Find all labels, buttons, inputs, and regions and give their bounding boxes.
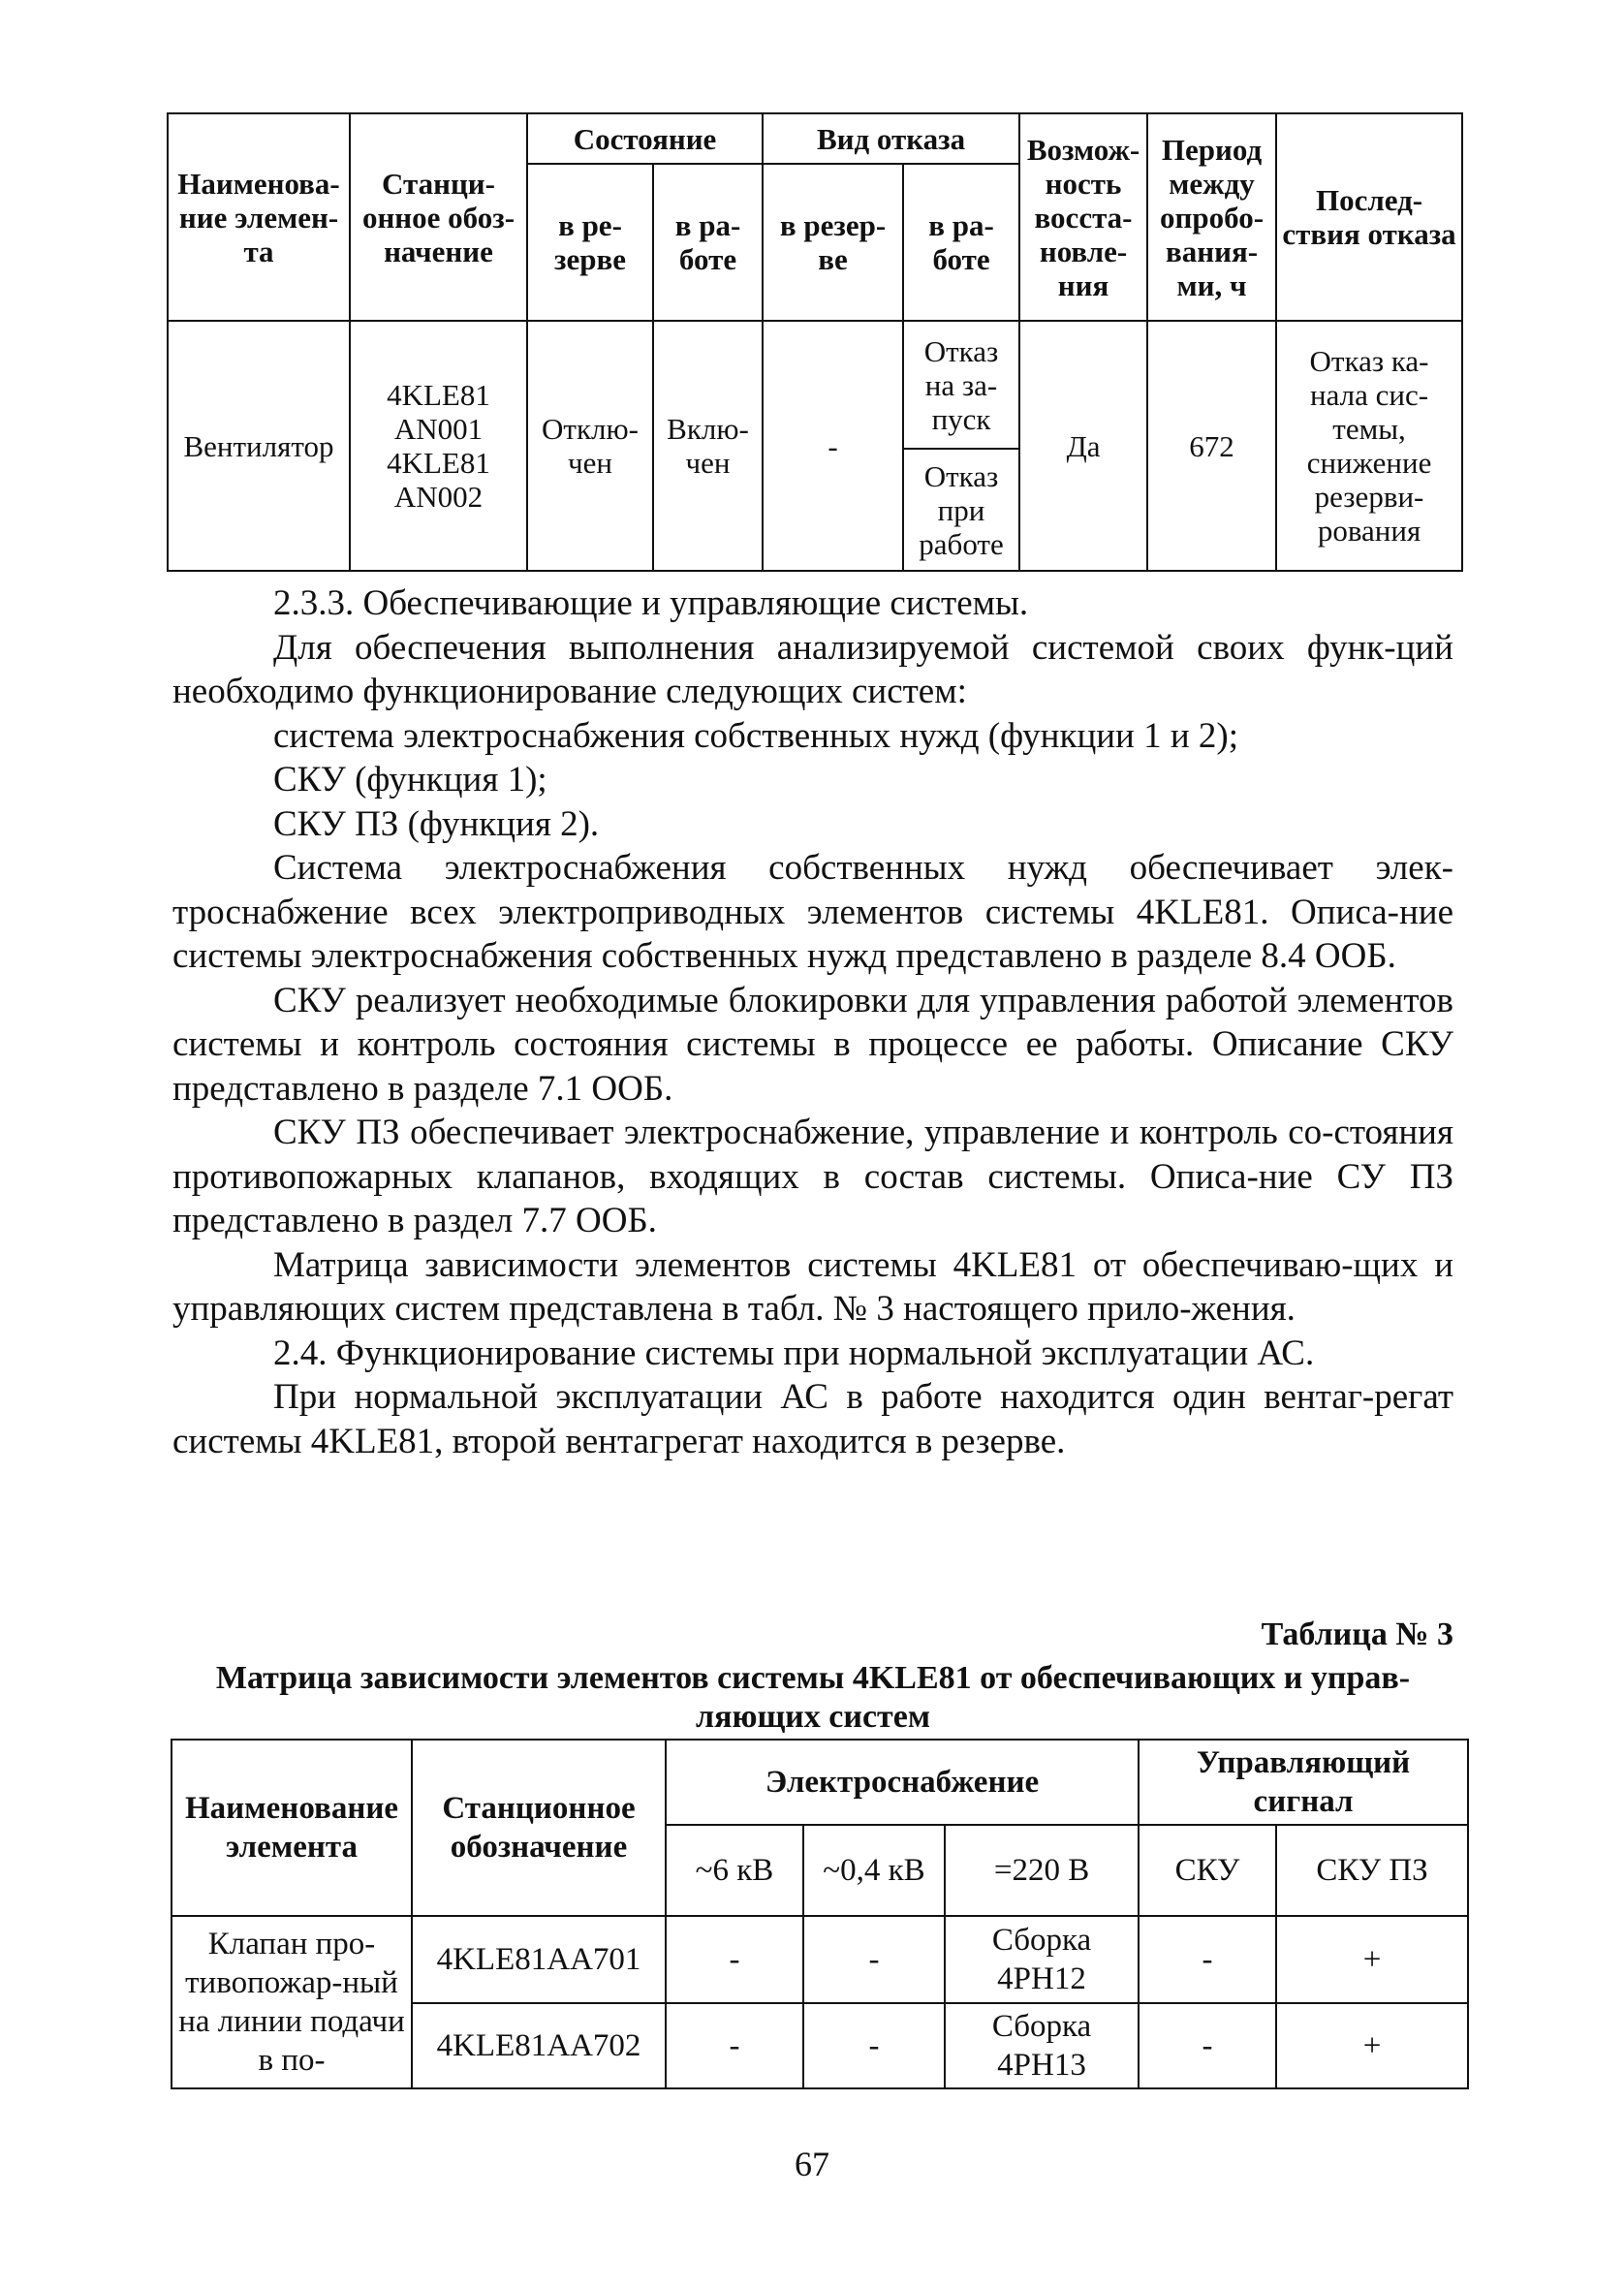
list-item-sku-pz: СКУ ПЗ (функция 2).	[273, 803, 600, 844]
header-220v: =220 В	[945, 1825, 1139, 1916]
cell-04kv: -	[803, 2003, 945, 2088]
cell-station: 4KLE81AA702	[412, 2003, 666, 2088]
cell-station: 4KLE81 AN001 4KLE81 AN002	[350, 321, 527, 571]
cell-sku-pz: +	[1276, 2003, 1468, 2088]
header-name: Наименова-ние элемен-та	[168, 113, 350, 321]
page-number: 67	[795, 2145, 829, 2183]
cell-element-group: Клапан про-тивопожар-ный на линии подачи в по-	[172, 1916, 412, 2088]
cell-sku-pz: +	[1276, 1916, 1468, 2003]
header-failure-work: в ра-боте	[903, 164, 1019, 321]
header-6kv: ~6 кВ	[666, 1825, 803, 1916]
header-04kv: ~0,4 кВ	[803, 1825, 945, 1916]
header-station: Станци-онное обоз-начение	[350, 113, 527, 321]
dependency-matrix-table	[171, 1739, 1469, 2089]
paragraph-sku: СКУ реализует необходимые блокировки для управления работой элементов системы и контроль состояния системы в процессе ее работы. Описание СКУ представлено в разделе 7.1 ООБ.	[172, 980, 1453, 1109]
cell-failure-work-running: Отказ при работе	[903, 449, 1019, 571]
header-state-reserve: в ре-зерве	[527, 164, 653, 321]
header-control-signal: Управляющий сигнал	[1139, 1740, 1468, 1825]
header-element-name: Наименование элемента	[172, 1740, 412, 1916]
header-failure: Вид отказа	[763, 113, 1019, 164]
cell-state-reserve: Отклю-чен	[527, 321, 653, 571]
paragraph-functions: Для обеспечения выполнения анализируемой системой своих функ-ций необходимо функционирование следующих систем:	[172, 627, 1453, 711]
cell-6kv: -	[666, 1916, 803, 2003]
cell-recovery: Да	[1019, 321, 1147, 571]
cell-sku: -	[1139, 2003, 1276, 2088]
cell-220v: Сборка 4PH13	[945, 2003, 1139, 2088]
table-row	[172, 1916, 1468, 2003]
paragraph-normal-operation: При нормальной эксплуатации АС в работе находится один вентаг-регат системы 4KLE81, второй вентагрегат находится в резерве.	[172, 1377, 1453, 1461]
cell-consequence: Отказ ка-нала сис-темы, снижение резерви-рования	[1276, 321, 1462, 571]
cell-failure-work-start: Отказ на за-пуск	[903, 321, 1019, 449]
table-number: Таблица № 3	[1261, 1616, 1453, 1652]
header-station-designation: Станционное обозначение	[412, 1740, 666, 1916]
cell-04kv: -	[803, 1916, 945, 2003]
cell-failure-reserve: -	[763, 321, 903, 571]
list-item-sku: СКУ (функция 1);	[273, 760, 547, 800]
cell-6kv: -	[666, 2003, 803, 2088]
cell-station: 4KLE81AA701	[412, 1916, 666, 2003]
element-reliability-table	[167, 112, 1463, 572]
body-text	[172, 581, 1453, 1463]
cell-name: Вентилятор	[168, 321, 350, 571]
list-item-power: система электроснабжения собственных нужд (функции 1 и 2);	[273, 715, 1239, 756]
cell-sku: -	[1139, 1916, 1276, 2003]
cell-220v: Сборка 4PH12	[945, 1916, 1139, 2003]
section-heading-2-4: 2.4. Функционирование системы при нормальной эксплуатации АС.	[273, 1333, 1315, 1373]
header-state: Состояние	[527, 113, 763, 164]
header-state-work: в ра-боте	[653, 164, 763, 321]
header-period: Период между опробо-вания-ми, ч	[1147, 113, 1276, 321]
header-consequence: Послед-ствия отказа	[1276, 113, 1462, 321]
header-failure-reserve: в резер-ве	[763, 164, 903, 321]
cell-period: 672	[1147, 321, 1276, 571]
table-title: Матрица зависимости элементов системы 4KLE81 от обеспечивающих и управ-ляющих систем	[215, 1660, 1411, 1735]
paragraph-sku-pz: СКУ ПЗ обеспечивает электроснабжение, управление и контроль со-стояния противопожарных клапанов, входящих в состав системы. Описа-ние СУ ПЗ представлено в раздел 7.7 ООБ.	[172, 1113, 1453, 1240]
section-heading-2-3-3: 2.3.3. Обеспечивающие и управляющие системы.	[273, 583, 1029, 623]
paragraph-matrix: Матрица зависимости элементов системы 4KLE81 от обеспечиваю-щих и управляющих систем представлена в табл. № 3 настоящего прило-жения.	[172, 1244, 1453, 1329]
header-sku: СКУ	[1139, 1825, 1276, 1916]
paragraph-power-system: Система электроснабжения собственных нужд обеспечивает элек-троснабжение всех электроприводных элементов системы 4KLE81. Описа-ние системы электроснабжения собственных нужд представлено в разделе 8.4 ООБ.	[172, 848, 1453, 976]
header-power-supply: Электроснабжение	[666, 1740, 1139, 1825]
cell-state-work: Вклю-чен	[653, 321, 763, 571]
header-sku-pz: СКУ ПЗ	[1276, 1825, 1468, 1916]
header-recovery: Возмож-ность восста-новле-ния	[1019, 113, 1147, 321]
